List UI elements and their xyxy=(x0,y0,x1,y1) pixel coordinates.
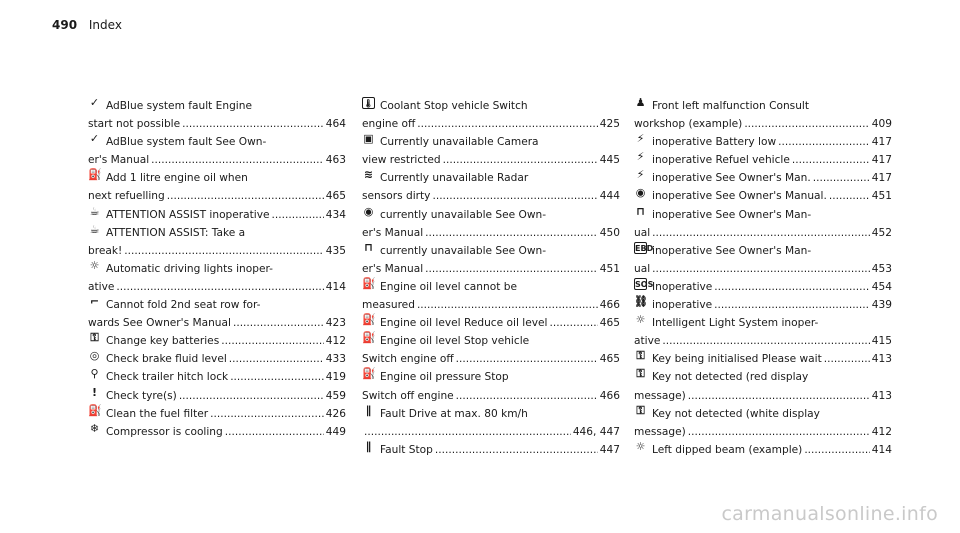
index-entry-line xyxy=(634,387,892,405)
index-entry[interactable] xyxy=(88,350,346,368)
index-entry-text: Add 1 litre engine oil when xyxy=(106,172,248,185)
drive-fault-icon: ∥ xyxy=(365,403,372,417)
page-reference[interactable]: 464 xyxy=(325,118,346,131)
index-entry-line xyxy=(362,133,620,151)
index-entry-line xyxy=(362,97,620,115)
page-reference[interactable]: 435 xyxy=(325,244,346,257)
index-entry-text: inoperative Battery low xyxy=(652,136,777,149)
index-entry-line xyxy=(88,151,346,169)
dot-leader xyxy=(116,278,323,296)
dot-leader xyxy=(652,224,870,242)
index-entry-text: Fault Drive at max. 80 km/h xyxy=(380,407,528,420)
key-icon: ⚿ xyxy=(636,349,645,363)
page-reference[interactable]: 451 xyxy=(599,262,620,275)
index-entry-line xyxy=(88,97,346,115)
oil-can-icon: ⛽ xyxy=(362,367,376,381)
index-entry-line xyxy=(88,296,346,314)
index-entry[interactable] xyxy=(88,423,346,441)
index-entry-text: Check trailer hitch lock xyxy=(106,371,229,384)
index-entry-line xyxy=(634,441,892,459)
adblue-icon: ✓ xyxy=(89,132,100,146)
battery-icon: ⚡ xyxy=(636,132,645,146)
index-entry-line xyxy=(88,115,346,133)
index-entry-line xyxy=(634,368,892,386)
dot-leader xyxy=(221,332,324,350)
index-entry-text: Inoperative xyxy=(652,280,713,293)
page-reference[interactable]: 413 xyxy=(871,389,892,402)
index-entry[interactable] xyxy=(88,260,346,296)
dot-leader xyxy=(549,314,597,332)
index-entry[interactable] xyxy=(362,133,620,169)
index-entry-text: inoperative See Owner's Man. xyxy=(652,172,811,185)
index-entry-text: wards See Owner's Manual xyxy=(88,317,231,330)
index-entry-line xyxy=(634,224,892,242)
dot-leader xyxy=(272,206,324,224)
index-entry-text: ATTENTION ASSIST: Take a xyxy=(106,226,246,239)
page-reference[interactable]: 417 xyxy=(871,172,892,185)
index-entry-text: ative xyxy=(88,280,115,293)
index-entry-text: next refuelling xyxy=(88,190,165,203)
page-reference[interactable]: 433 xyxy=(325,353,346,366)
index-entry-text: Automatic driving lights inoper- xyxy=(106,262,273,275)
index-entry-text: Intelligent Light System inoper- xyxy=(652,317,819,330)
index-entry-line xyxy=(362,187,620,205)
index-entry[interactable] xyxy=(362,97,620,133)
page-reference[interactable]: 465 xyxy=(599,317,620,330)
index-entry-line xyxy=(362,278,620,296)
index-entry[interactable] xyxy=(362,441,620,459)
index-entry-line xyxy=(88,224,346,242)
index-entry[interactable] xyxy=(88,368,346,386)
index-entry-text: Key being initialised Please wait xyxy=(652,353,822,366)
index-entry-text: Key not detected (white display xyxy=(652,407,820,420)
index-entry-text: ative xyxy=(634,335,661,348)
index-entry-text: inoperative See Owner's Man- xyxy=(652,244,812,257)
dot-leader xyxy=(652,260,870,278)
index-entry-line xyxy=(634,405,892,423)
page-reference[interactable]: 426 xyxy=(325,407,346,420)
dot-leader xyxy=(167,187,324,205)
light-sun-icon: ☼ xyxy=(89,258,100,272)
dot-leader xyxy=(230,368,324,386)
index-entry-text: currently unavailable See Own- xyxy=(380,244,547,257)
steering-icon: ◉ xyxy=(635,186,646,200)
dot-leader xyxy=(688,423,870,441)
index-entry-text: AdBlue system fault See Own- xyxy=(106,136,267,149)
index-entry[interactable] xyxy=(88,224,346,260)
dot-leader xyxy=(435,441,598,459)
attention-assist-icon: ☕ xyxy=(89,222,100,236)
dot-leader xyxy=(124,242,324,260)
index-entry[interactable] xyxy=(88,405,346,423)
index-entry-line xyxy=(362,368,620,386)
brake-fluid-icon: ◎ xyxy=(89,349,100,363)
dot-leader xyxy=(443,151,598,169)
index-column-3 xyxy=(634,97,892,459)
key-icon: ⚿ xyxy=(636,367,645,381)
index-entry-text: Currently unavailable Radar xyxy=(380,172,529,185)
index-entry-line xyxy=(88,332,346,350)
index-entry-line xyxy=(88,133,346,151)
page-reference[interactable]: 451 xyxy=(871,190,892,203)
index-entry-text: measured xyxy=(362,299,415,312)
index-entry[interactable] xyxy=(634,151,892,169)
index-entry-text: message) xyxy=(634,425,686,438)
index-entry[interactable] xyxy=(634,278,892,296)
index-entry-line xyxy=(362,441,620,459)
index-entry-line xyxy=(88,278,346,296)
index-entry-text: start not possible xyxy=(88,118,181,131)
index-entry-text: Currently unavailable Camera xyxy=(380,136,539,149)
index-entry-line xyxy=(634,151,892,169)
page-number: 490 xyxy=(52,18,78,32)
page-reference[interactable]: 446, 447 xyxy=(572,425,620,438)
fuel-filter-icon: ⛽ xyxy=(88,403,102,417)
dot-leader xyxy=(417,296,598,314)
page-reference[interactable]: 414 xyxy=(871,443,892,456)
index-entry-line xyxy=(88,368,346,386)
index-entry-line xyxy=(362,296,620,314)
index-entry-text: AdBlue system fault Engine xyxy=(106,100,252,112)
index-entry[interactable] xyxy=(634,187,892,205)
index-entry-line xyxy=(88,187,346,205)
index-entry-line xyxy=(634,206,892,224)
index-entry-line xyxy=(362,242,620,260)
car-lift-icon: ⊓ xyxy=(364,240,373,254)
dot-leader xyxy=(425,224,598,242)
page-reference[interactable]: 447 xyxy=(599,443,620,456)
page-reference[interactable]: 414 xyxy=(325,280,346,293)
index-entry-line xyxy=(362,260,620,278)
index-entry[interactable] xyxy=(362,332,620,368)
index-entry-text: currently unavailable See Own- xyxy=(380,208,547,221)
dot-leader xyxy=(813,169,870,187)
index-entry[interactable] xyxy=(634,206,892,242)
index-entry-text: message) xyxy=(634,389,686,402)
index-entry-line xyxy=(634,260,892,278)
page-reference[interactable]: 444 xyxy=(599,190,620,203)
index-entry[interactable] xyxy=(634,169,892,187)
sos-icon: SOS xyxy=(635,279,654,289)
index-entry-line xyxy=(362,224,620,242)
dot-leader xyxy=(364,423,571,441)
page-reference[interactable]: 466 xyxy=(599,389,620,402)
index-entry-text: inoperative Refuel vehicle xyxy=(652,154,790,167)
index-entry-text: Clean the fuel filter xyxy=(106,407,209,420)
index-entry[interactable] xyxy=(88,387,346,405)
light-sun-icon: ☼ xyxy=(635,439,646,453)
dot-leader xyxy=(804,441,869,459)
index-entry[interactable] xyxy=(88,206,346,224)
dot-leader xyxy=(744,115,869,133)
index-entry-line xyxy=(634,296,892,314)
section-title: Index xyxy=(88,18,122,32)
index-entry[interactable] xyxy=(634,97,892,133)
dot-leader xyxy=(714,278,869,296)
page-reference[interactable]: 412 xyxy=(325,335,346,348)
index-entry-text: Cannot fold 2nd seat row for- xyxy=(106,299,261,312)
index-entry-line xyxy=(634,97,892,115)
index-entry[interactable] xyxy=(88,332,346,350)
adblue-icon: ✓ xyxy=(89,96,100,109)
index-entry-line xyxy=(88,169,346,187)
index-entry-text: workshop (example) xyxy=(634,118,743,131)
index-entry-text: Check brake fluid level xyxy=(106,353,227,366)
light-sun-icon: ☼ xyxy=(635,313,646,327)
car-lift-icon: ⊓ xyxy=(636,204,645,218)
index-entry-text: Coolant Stop vehicle Switch xyxy=(380,100,528,112)
oil-can-icon: ⛽ xyxy=(88,168,102,182)
index-entry-line xyxy=(634,187,892,205)
index-entry-text: er's Manual xyxy=(88,154,150,167)
dot-leader xyxy=(233,314,324,332)
dot-leader xyxy=(425,260,598,278)
index-entry-line xyxy=(362,332,620,350)
page-reference[interactable]: 423 xyxy=(325,317,346,330)
page-reference[interactable]: 450 xyxy=(599,226,620,239)
page-reference[interactable]: 409 xyxy=(871,118,892,131)
oil-can-icon: ⛽ xyxy=(362,331,376,345)
index-entry-line xyxy=(362,151,620,169)
page-reference[interactable]: 452 xyxy=(871,226,892,239)
dot-leader xyxy=(417,115,597,133)
index-entry[interactable] xyxy=(634,405,892,441)
key-icon: ⚿ xyxy=(636,403,645,417)
dot-leader xyxy=(182,115,324,133)
page-reference[interactable]: 419 xyxy=(325,371,346,384)
index-entry-line xyxy=(362,405,620,423)
key-icon: ⚿ xyxy=(90,331,99,345)
dot-leader xyxy=(688,387,870,405)
index-entry-text: er's Manual xyxy=(362,226,424,239)
index-entry-line xyxy=(88,260,346,278)
page-reference[interactable]: 449 xyxy=(325,425,346,438)
page-reference[interactable]: 439 xyxy=(871,299,892,312)
index-entry-text: Front left malfunction Consult xyxy=(652,100,810,112)
index-entry-line xyxy=(634,314,892,332)
page-reference[interactable]: 417 xyxy=(871,154,892,167)
index-entry-line xyxy=(88,387,346,405)
index-entry[interactable] xyxy=(362,314,620,332)
dot-leader xyxy=(829,187,870,205)
dot-leader xyxy=(824,350,870,368)
dot-leader xyxy=(792,151,870,169)
index-entry[interactable] xyxy=(88,133,346,169)
trailer-hitch-icon: ⚲ xyxy=(90,367,99,381)
index-entry[interactable] xyxy=(88,296,346,332)
index-entry-text: inoperative See Owner's Manual. xyxy=(652,190,827,203)
index-entry-text: Left dipped beam (example) xyxy=(652,443,803,456)
dot-leader xyxy=(151,151,324,169)
attention-assist-icon: ☕ xyxy=(89,204,100,218)
coolant-icon: 🌡 xyxy=(363,99,374,108)
index-entry[interactable] xyxy=(634,133,892,151)
index-entry-line xyxy=(362,350,620,368)
index-entry-line xyxy=(634,332,892,350)
dot-leader xyxy=(225,423,324,441)
tyre-pressure-icon: ! xyxy=(91,385,98,399)
index-entry-line xyxy=(88,206,346,224)
compressor-icon: ❄ xyxy=(89,421,100,435)
camera-icon: ▣ xyxy=(363,132,374,146)
index-entry-line xyxy=(362,115,620,133)
page-reference[interactable]: 417 xyxy=(871,136,892,149)
page-reference[interactable]: 415 xyxy=(871,335,892,348)
index-entry-text: inoperative xyxy=(652,299,713,312)
index-entry-text: ATTENTION ASSIST inoperative xyxy=(106,208,270,221)
steering-icon: ◉ xyxy=(363,204,374,218)
index-entry[interactable] xyxy=(362,405,620,441)
page-reference[interactable]: 466 xyxy=(599,299,620,312)
page-reference[interactable]: 459 xyxy=(325,389,346,402)
dot-leader xyxy=(229,350,324,368)
index-entry[interactable] xyxy=(88,169,346,205)
seatbelt-icon: ⛓ xyxy=(634,295,648,309)
page-reference[interactable]: 413 xyxy=(871,353,892,366)
page-reference[interactable]: 453 xyxy=(871,262,892,275)
drive-fault-icon: ∥ xyxy=(365,439,372,453)
index-entry-text: Engine oil level Stop vehicle xyxy=(380,335,530,348)
index-entry[interactable] xyxy=(362,169,620,205)
index-entry-line xyxy=(88,423,346,441)
battery-icon: ⚡ xyxy=(636,150,645,164)
index-entry-text: Compressor is cooling xyxy=(106,425,223,438)
index-entry-text: Engine oil pressure Stop xyxy=(380,371,509,384)
index-entry-line xyxy=(88,242,346,260)
index-entry-line xyxy=(634,350,892,368)
index-entry[interactable] xyxy=(634,368,892,404)
page-reference[interactable]: 454 xyxy=(871,280,892,293)
index-column-1 xyxy=(88,97,346,441)
index-entry-line xyxy=(88,314,346,332)
watermark: carmanualsonline.info xyxy=(721,503,938,525)
battery-icon: ⚡ xyxy=(636,168,645,182)
oil-can-icon: ⛽ xyxy=(362,313,376,327)
index-entry-line xyxy=(88,350,346,368)
index-entry-line xyxy=(362,314,620,332)
index-entry-text: Check tyre(s) xyxy=(106,389,177,402)
index-column-2 xyxy=(362,97,620,459)
index-entry-line xyxy=(362,423,620,441)
ebd-icon: EBD xyxy=(635,243,654,253)
dot-leader xyxy=(179,387,324,405)
page-header xyxy=(52,18,122,32)
index-entry-text: Fault Stop xyxy=(380,443,433,456)
dot-leader xyxy=(210,405,324,423)
page-reference[interactable]: 434 xyxy=(325,208,346,221)
oil-can-icon: ⛽ xyxy=(362,276,376,290)
index-entry-line xyxy=(362,387,620,405)
index-entry-line xyxy=(634,278,892,296)
airbag-icon: ♟ xyxy=(635,96,646,109)
dot-leader xyxy=(456,350,598,368)
dot-leader xyxy=(778,133,870,151)
index-entry-text: inoperative See Owner's Man- xyxy=(652,208,812,221)
index-entry-line xyxy=(88,405,346,423)
index-entry-text: break! xyxy=(88,244,123,257)
page-reference[interactable]: 412 xyxy=(871,425,892,438)
index-entry[interactable] xyxy=(634,296,892,314)
page-reference[interactable]: 445 xyxy=(599,154,620,167)
dot-leader xyxy=(662,332,869,350)
page-reference[interactable]: 465 xyxy=(325,190,346,203)
index-entry-text: ual xyxy=(634,262,651,275)
index-entry-text: engine off xyxy=(362,118,416,131)
index-entry-line xyxy=(634,115,892,133)
index-entry-line xyxy=(634,133,892,151)
index-entry-text: Engine oil level Reduce oil level xyxy=(380,317,548,330)
index-entry-text: Key not detected (red display xyxy=(652,371,809,384)
index-entry-text: view restricted xyxy=(362,154,441,167)
index-entry[interactable] xyxy=(362,242,620,278)
index-entry[interactable] xyxy=(362,278,620,314)
index-entry-line xyxy=(634,423,892,441)
index-entry-text: Switch off engine xyxy=(362,389,454,402)
index-entry-line xyxy=(634,242,892,260)
index-entry[interactable] xyxy=(362,368,620,404)
index-entry-line xyxy=(362,169,620,187)
page-reference[interactable]: 463 xyxy=(325,154,346,167)
dot-leader xyxy=(432,187,597,205)
index-entry-text: ual xyxy=(634,226,651,239)
index-entry-line xyxy=(634,169,892,187)
index-entry[interactable] xyxy=(88,97,346,133)
index-entry[interactable] xyxy=(634,350,892,368)
page-reference[interactable]: 425 xyxy=(599,118,620,131)
index-entry-text: Change key batteries xyxy=(106,335,220,348)
index-entry[interactable] xyxy=(362,206,620,242)
index-entry[interactable] xyxy=(634,242,892,278)
index-entry-text: Engine oil level cannot be xyxy=(380,280,517,293)
index-entry-text: sensors dirty xyxy=(362,190,431,203)
dot-leader xyxy=(714,296,870,314)
index-entry-text: Switch engine off xyxy=(362,353,454,366)
index-entry-line xyxy=(362,206,620,224)
index-entry[interactable] xyxy=(634,441,892,459)
seat-icon: ⌐ xyxy=(89,295,100,309)
dot-leader xyxy=(456,387,598,405)
index-entry-text: er's Manual xyxy=(362,262,424,275)
index-entry[interactable] xyxy=(634,314,892,350)
radar-icon: ≋ xyxy=(363,168,374,182)
page-reference[interactable]: 465 xyxy=(599,353,620,366)
